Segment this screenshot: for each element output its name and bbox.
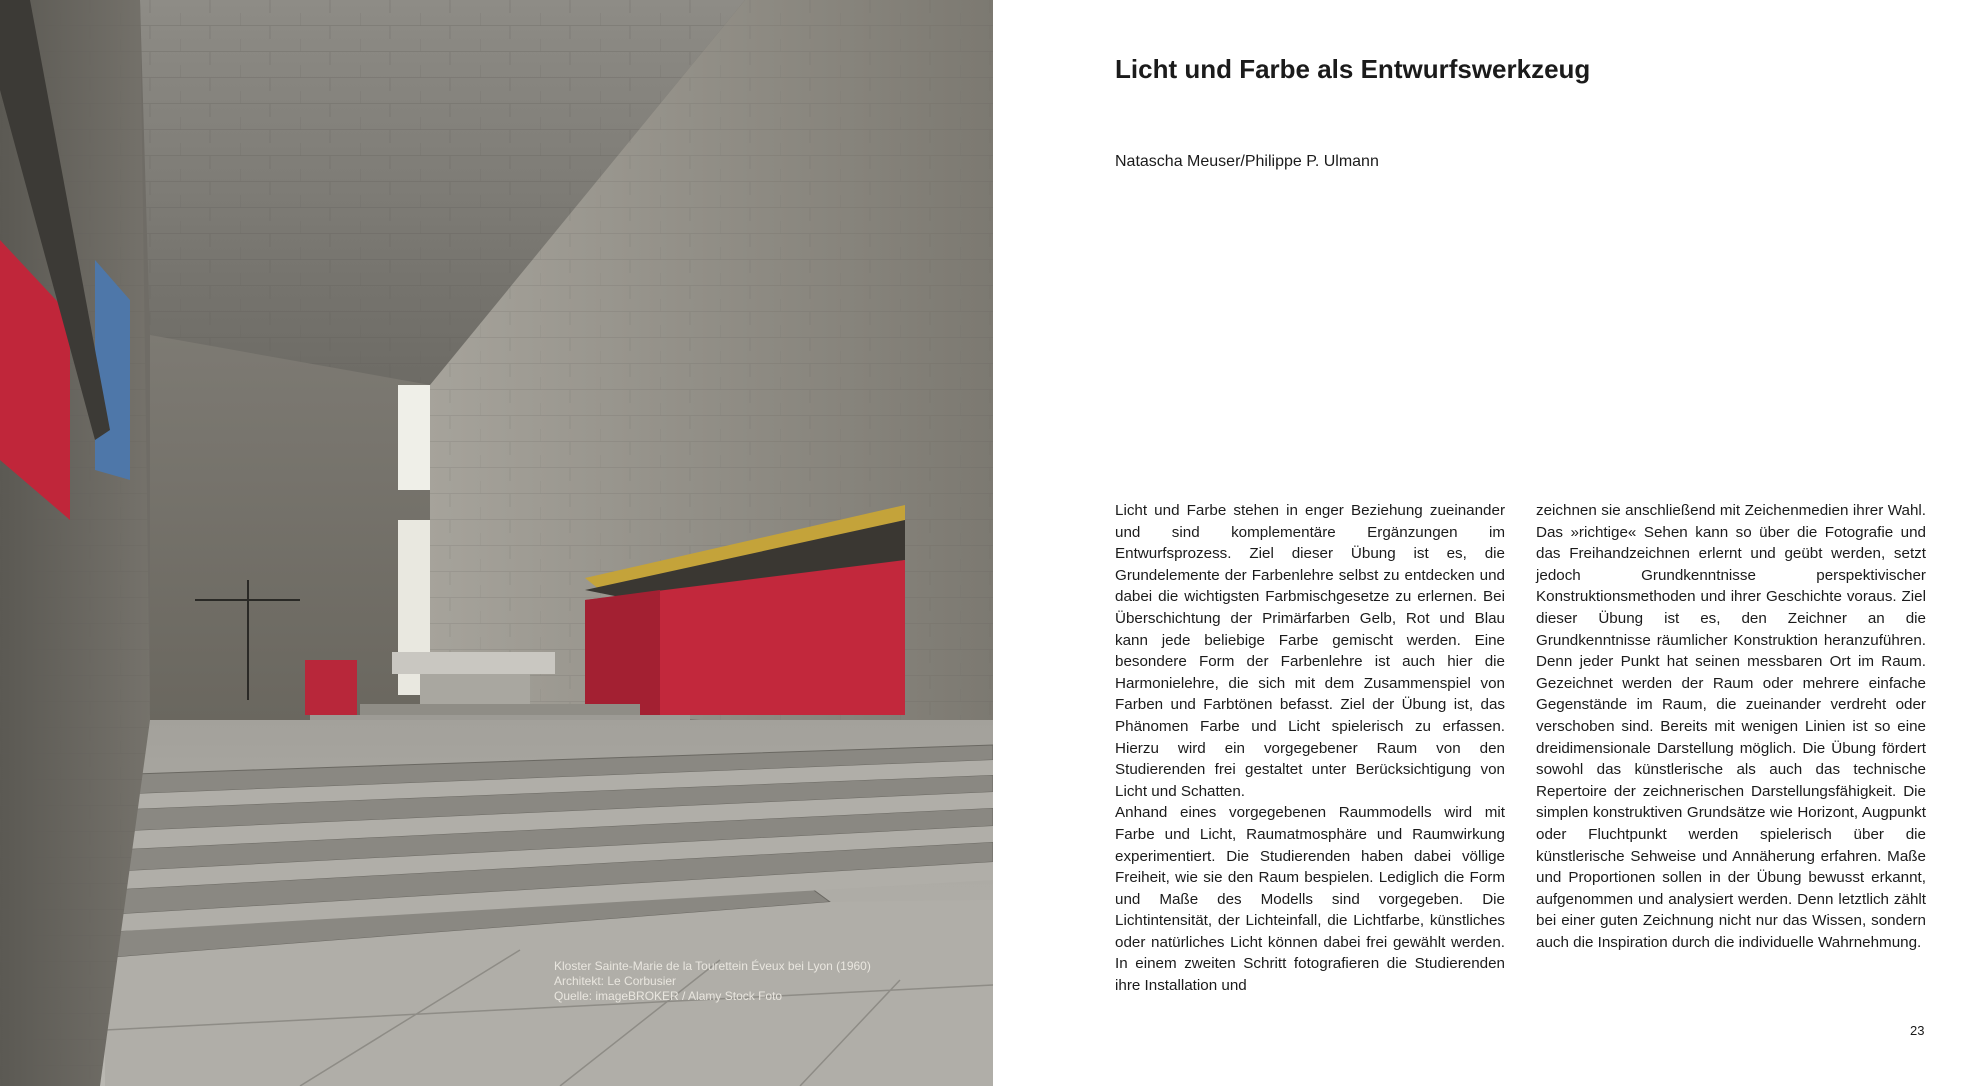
caption-line: Architekt: Le Corbusier (554, 974, 677, 988)
body-paragraph: Anhand eines vorgegebenen Raummodells wird mit Farbe und Licht, Raumatmosphäre und Raumwirkung experimentiert. Die Studierenden haben dabei völlige Freiheit, wie sie den Raum bespielen. Lediglich die Form und Maße des Modells sind vorgegeben. Die Lichtintensität, der Lichteinfall, die Lichtfarbe, künstliches oder natürliches Licht können dabei frei gewählt werden. In einem zweiten Schritt fotografieren die Studierenden ihre Installation und (1115, 804, 1505, 995)
body-paragraph: Licht und Farbe stehen in enger Beziehung zueinander und sind komplementäre Ergänzungen im Entwurfsprozess. Ziel dieser Übung ist es, die Grundelemente der Farbenlehre selbst zu entdecken und dabei die wichtigsten Farbmischgesetze zu erlernen. Bei Überschichtung der Primärfarben Gelb, Rot und Blau kann jede beliebige Farbe gemischt werden. Eine besondere Form der Farbenlehre ist auch hier die Harmonielehre, die sich mit dem Zusammenspiel von Farben und Farbtönen befasst. Ziel der Übung ist, das Phänomen Farbe und Licht spielerisch zu erfassen. Hierzu wird ein vorgegebener Raum von den Studierenden frei gestaltet unter Berücksichtigung von Licht und Schatten. (1115, 502, 1505, 800)
photo-caption (554, 959, 871, 1004)
text-column-left (1115, 500, 1505, 997)
article-authors: Natascha Meuser/Philippe P. Ulmann (1115, 153, 1379, 170)
article-title: Licht und Farbe als Entwurfswerkzeug (1115, 54, 1591, 84)
caption-line: Kloster Sainte-Marie de la Tourettein Éveux bei Lyon (1960) (554, 959, 871, 973)
text-column-right (1536, 500, 1926, 953)
caption-line: Quelle: imageBROKER / Alamy Stock Foto (554, 989, 783, 1003)
body-paragraph: zeichnen sie anschließend mit Zeichenmedien ihrer Wahl. Das »richtige« Sehen kann so über die Fotografie und das Freihandzeichnen erlernt und geübt werden, setzt jedoch Grundkenntnisse perspektivischer Konstruktionsmethoden und ihrer Geschichte voraus. Ziel dieser Übung ist es, den Zeichner an die Grundkenntnisse räumlicher Konstruktion heranzuführen. Denn jeder Punkt hat seinen messbaren Ort im Raum. Gezeichnet werden der Raum oder mehrere einfache Gegenstände im Raum, die zueinander verdreht oder verschoben sind. Bereits mit wenigen Linien ist so eine dreidimensionale Darstellung möglich. Die Übung fördert sowohl das künstlerische als auch das technische Repertoire der zeichnerischen Darstellungsfähigkeit. Die simplen konstruktiven Grundsätze wie Horizont, Augpunkt oder Fluchtpunkt werden spielerisch über die künstlerische Sehweise und Annäherung erfahren. Maße und Proportionen sollen in der Übung bewusst erkannt, aufgenommen und analysiert werden. Denn letztlich zählt bei einer guten Zeichnung nicht nur das Wissen, sondern auch die Inspiration durch die individuelle Wahrnehmung. (1536, 502, 1926, 951)
page-number: 23 (1910, 1023, 1925, 1038)
